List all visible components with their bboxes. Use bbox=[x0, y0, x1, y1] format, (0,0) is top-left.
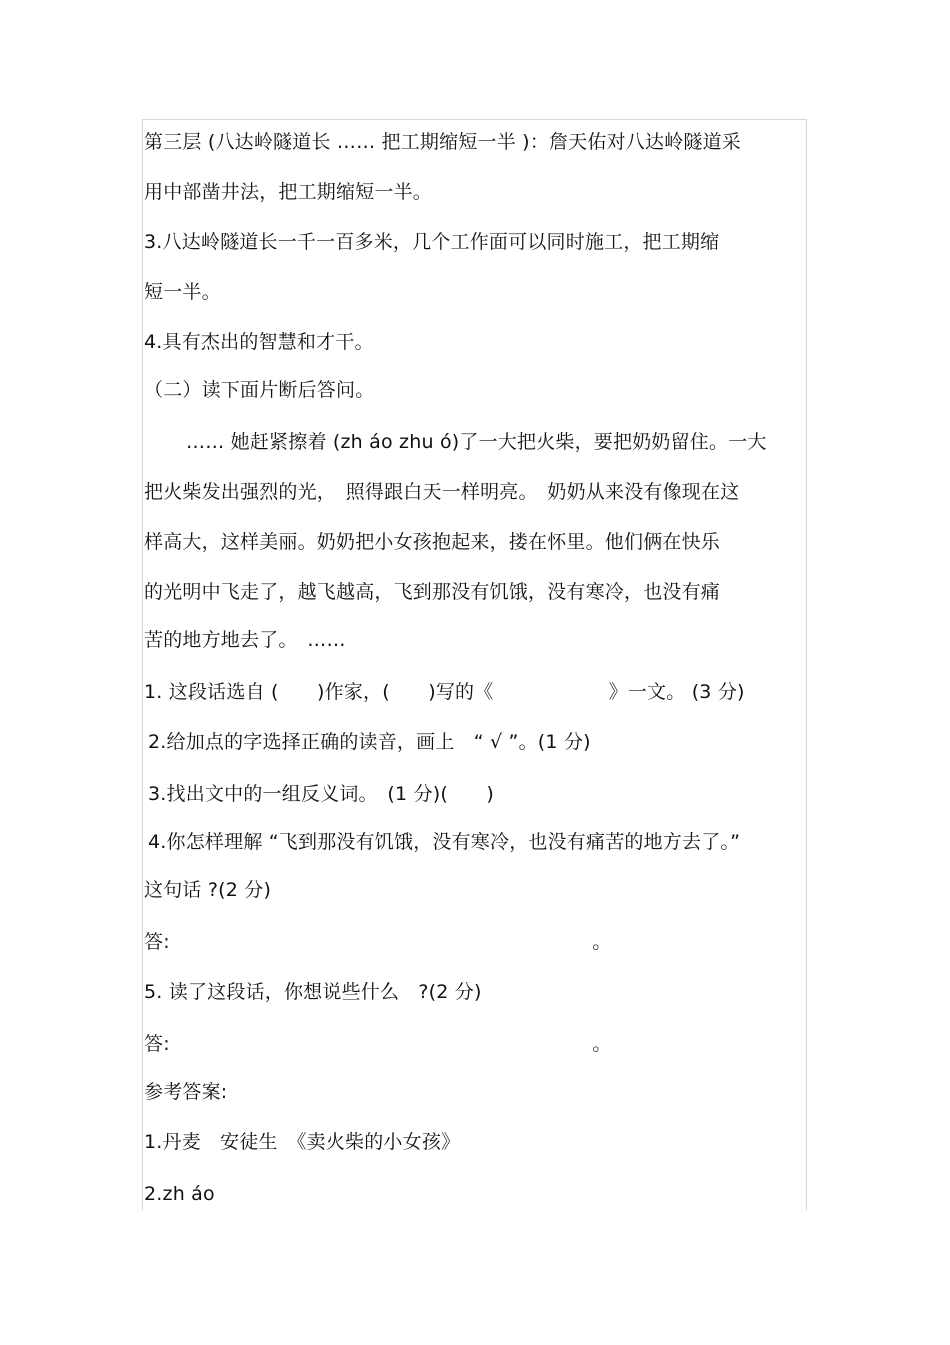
passage-line-4: 的光明中飞走了，越飞越高，飞到那没有饥饿，没有寒冷，也没有痛 bbox=[144, 581, 721, 603]
frame-left-border bbox=[142, 119, 143, 1211]
text-line-4: 短一半。 bbox=[144, 281, 221, 303]
answer-line-2: 答: 。 bbox=[144, 1033, 612, 1055]
passage-line-5: 苦的地方地去了。 …… bbox=[144, 629, 346, 651]
question-3: 3.找出文中的一组反义词。 (1 分)( ) bbox=[148, 783, 495, 805]
passage-line-3: 样高大，这样美丽。奶奶把小女孩抱起来，搂在怀里。他们俩在快乐 bbox=[144, 531, 721, 553]
text-line-1: 第三层 (八达岭隧道长 …… 把工期缩短一半 )：詹天佑对八达岭隧道采 bbox=[144, 131, 741, 153]
section-heading: （二）读下面片断后答问。 bbox=[144, 379, 375, 401]
reference-answer-1: 1.丹麦 安徒生 《卖火柴的小女孩》 bbox=[144, 1131, 461, 1153]
frame-right-border bbox=[806, 119, 807, 1211]
question-4-cont: 这句话 ?(2 分) bbox=[144, 879, 272, 901]
passage-line-2: 把火柴发出强烈的光， 照得跟白天一样明亮。 奶奶从来没有像现在这 bbox=[144, 481, 740, 503]
question-1: 1. 这段话选自 ( )作家，( )写的《 》一文。 (3 分) bbox=[144, 681, 745, 703]
text-line-2: 用中部凿井法，把工期缩短一半。 bbox=[144, 181, 433, 203]
answer-line-1: 答: 。 bbox=[144, 931, 612, 953]
reference-answer-2: 2.zh áo bbox=[144, 1183, 215, 1205]
question-4: 4.你怎样理解 “飞到那没有饥饿，没有寒冷，也没有痛苦的地方去了。” bbox=[148, 831, 741, 853]
question-5: 5. 读了这段话，你想说些什么 ?(2 分) bbox=[144, 981, 482, 1003]
question-2: 2.给加点的字选择正确的读音，画上 “ √ ”。(1 分) bbox=[148, 731, 591, 753]
reference-heading: 参考答案: bbox=[144, 1081, 228, 1103]
frame-top-border bbox=[142, 119, 807, 120]
passage-line-1: …… 她赶紧擦着 (zh áo zhu ó)了一大把火柴，要把奶奶留住。一大 bbox=[186, 431, 767, 453]
text-line-3: 3.八达岭隧道长一千一百多米，几个工作面可以同时施工，把工期缩 bbox=[144, 231, 720, 253]
text-line-5: 4.具有杰出的智慧和才干。 bbox=[144, 331, 374, 353]
